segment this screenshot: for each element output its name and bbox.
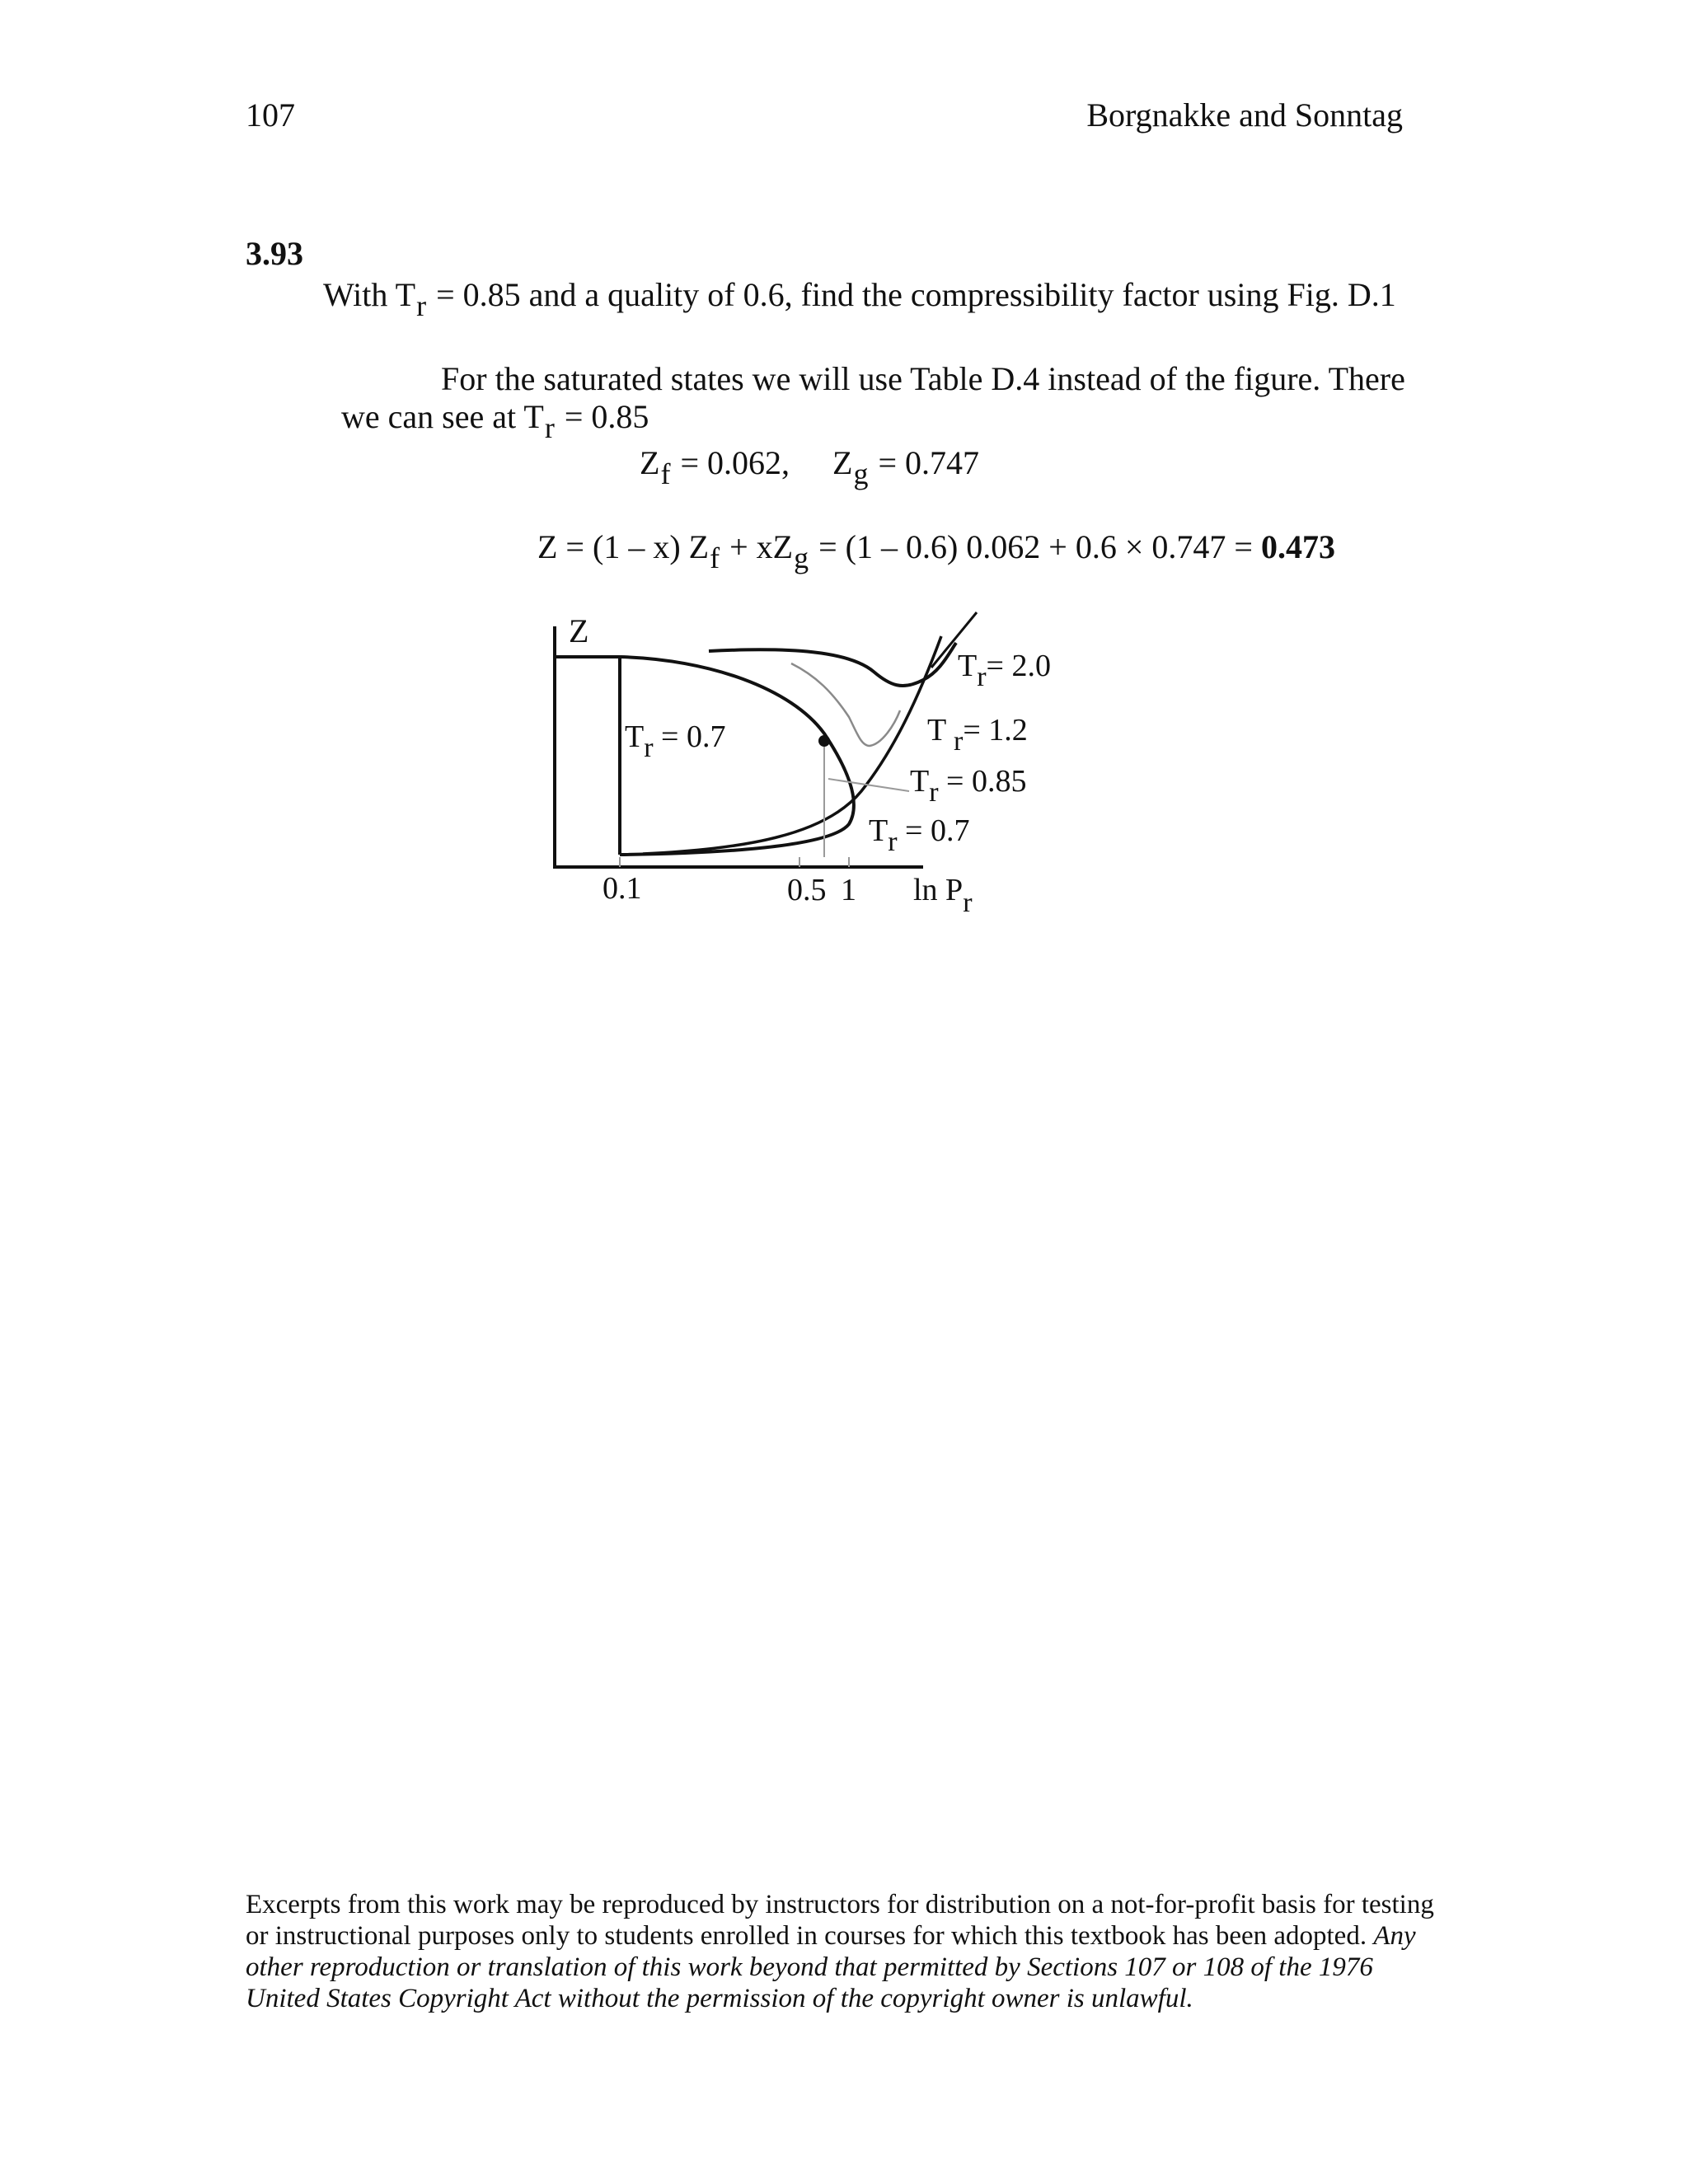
solution-line-1: For the saturated states we will use Table D.4 instead of the figure. There [441, 360, 1405, 397]
x-tick-0-1: 0.1 [603, 871, 642, 906]
equation-result: 0.473 [1260, 528, 1335, 565]
y-axis-label: Z [569, 612, 589, 649]
state-point-marker [818, 735, 830, 747]
saturation-dome-curve [620, 657, 854, 855]
tr-085-gray-curve [791, 663, 900, 746]
label-tr-07-right: Tr = 0.7 [869, 813, 970, 857]
x-tick-1: 1 [841, 873, 856, 907]
problem-statement: With Tr = 0.85 and a quality of 0.6, find the compressibility factor using Fig. D.1 [323, 276, 1396, 322]
label-tr-07-inner: Tr = 0.7 [625, 719, 726, 763]
page-number: 107 [246, 96, 295, 134]
compressibility-equation: Z = (1 – x) Zf + xZg = (1 – 0.6) 0.062 + 0.6 × 0.747 = 0.473 [537, 528, 1335, 574]
copyright-notice: Excerpts from this work may be reproduced by instructors for distribution on a not-for-profit basis for testing or instructional purposes only to students enrolled in courses for which this textbook has been adopted. Any other reproduction or translation of this work beyond that permitted by Sections 107 or 108 of the 1976 United States Copyright Act without the permission of the copyright owner is unlawful. [246, 1890, 1434, 2013]
zf-value: Zf = 0.062, [640, 444, 790, 490]
solution-line-2: we can see at Tr = 0.85 [341, 398, 649, 444]
label-tr-085: Tr = 0.85 [910, 764, 1027, 808]
label-tr-12: T r= 1.2 [927, 713, 1028, 757]
problem-number: 3.93 [246, 235, 303, 272]
x-tick-0-5: 0.5 [787, 873, 827, 907]
label-tr-20: Tr= 2.0 [958, 649, 1051, 692]
zg-value: Zg = 0.747 [832, 444, 979, 490]
running-header-authors: Borgnakke and Sonntag [1086, 96, 1403, 134]
x-axis-label: ln Pr [913, 873, 973, 918]
